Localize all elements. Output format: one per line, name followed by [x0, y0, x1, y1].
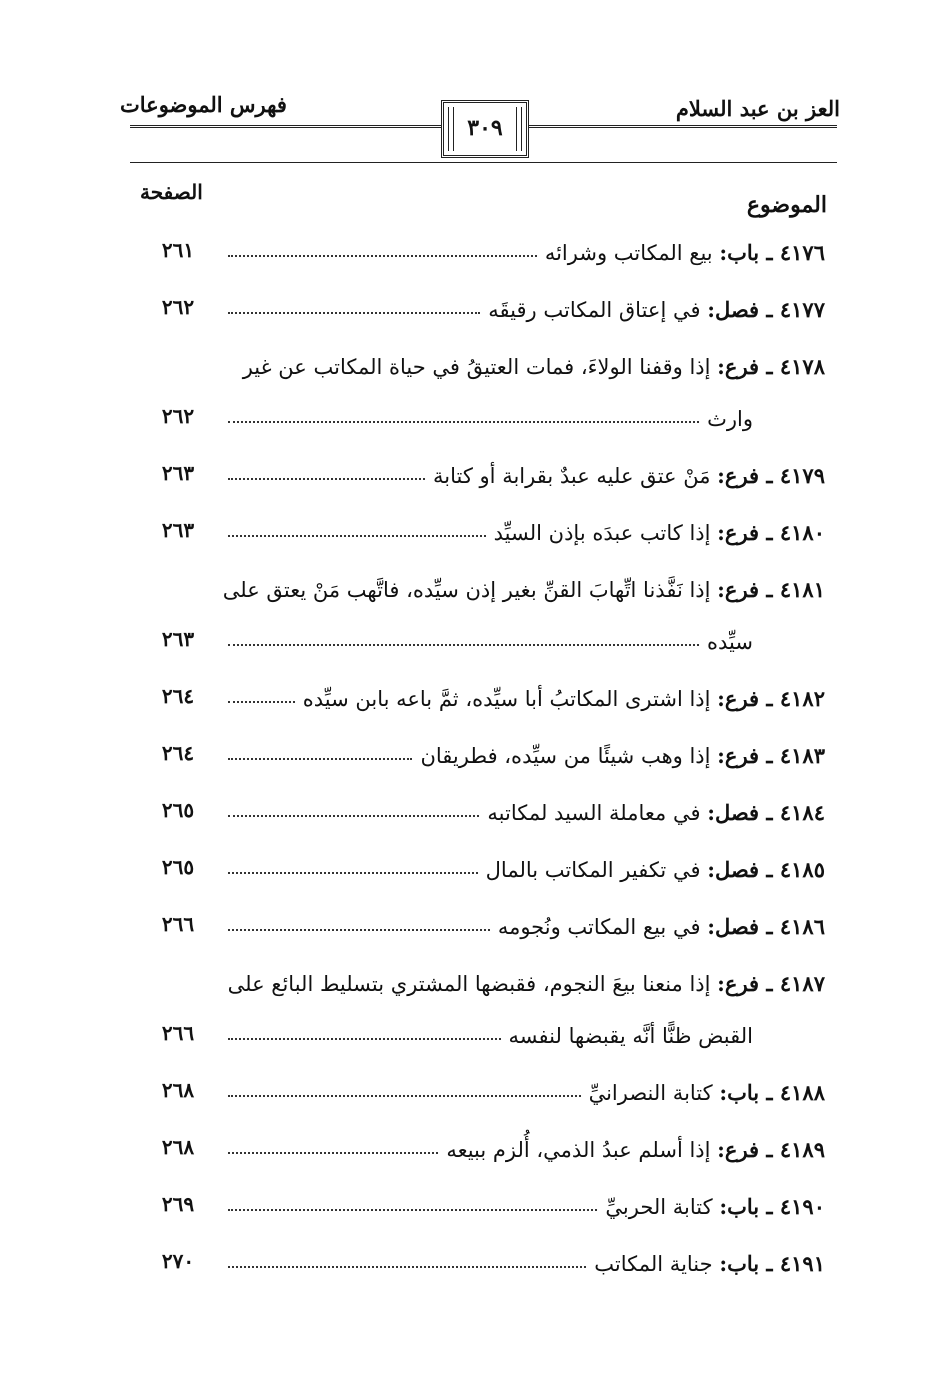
entry-dash: ـ — [759, 520, 780, 545]
entry-kind: باب: — [719, 1194, 760, 1219]
entry-page-number: ٢٦٣ — [161, 461, 195, 485]
column-title-topic: الموضوع — [746, 192, 827, 218]
toc-entry — [220, 463, 825, 489]
entry-kind: فرع: — [717, 971, 760, 996]
entry-title: في تكفير المكاتب بالمال — [485, 858, 701, 882]
header-bottom-rule — [130, 162, 837, 163]
toc-entry-line — [220, 1137, 825, 1163]
toc-entry — [220, 240, 825, 266]
dot-leader — [228, 1038, 501, 1040]
entry-kind: فرع: — [717, 743, 760, 768]
entry-kind: فصل: — [707, 297, 760, 322]
entry-kind: فصل: — [707, 800, 760, 825]
entry-dash: ـ — [759, 297, 780, 322]
dot-leader — [228, 815, 479, 817]
toc-entry-line — [220, 1024, 825, 1049]
entry-page-number: ٢٦٤ — [161, 684, 195, 708]
dot-leader — [228, 312, 480, 314]
entry-page-number: ٢٦٣ — [161, 627, 195, 651]
entry-number: ٤١٨٩ — [779, 1137, 825, 1162]
toc-entry — [220, 857, 825, 883]
entry-dash: ـ — [759, 577, 780, 602]
entry-number: ٤١٧٩ — [779, 463, 825, 488]
entry-dash: ـ — [759, 971, 780, 996]
entry-kind: فصل: — [707, 914, 760, 939]
entry-kind: فرع: — [717, 686, 760, 711]
entry-kind: فرع: — [717, 1137, 760, 1162]
entry-dash: ـ — [759, 743, 780, 768]
toc-entry — [220, 1137, 825, 1163]
entry-page-number: ٢٦٩ — [161, 1192, 195, 1216]
entry-title: إذا منعنا بيعَ النجوم، فقبضها المشتري بتسليط البائع على — [227, 972, 711, 996]
toc-entry — [220, 1251, 825, 1277]
dot-leader — [228, 255, 537, 257]
dot-leader — [228, 644, 699, 646]
dot-leader — [228, 701, 295, 703]
entry-dash: ـ — [759, 463, 780, 488]
entry-page-number: ٢٧٠ — [161, 1249, 195, 1273]
dot-leader — [228, 758, 412, 760]
entry-page-number: ٢٦٥ — [161, 855, 195, 879]
toc-entry-line — [220, 463, 825, 489]
entry-number: ٤١٨١ — [779, 577, 825, 602]
entry-title: سيِّده — [707, 630, 753, 655]
entry-title: كتابة الحربيِّ — [605, 1195, 713, 1219]
entry-kind: فرع: — [717, 520, 760, 545]
entry-number: ٤١٩١ — [779, 1251, 825, 1276]
dot-leader — [228, 1209, 597, 1211]
entry-kind: باب: — [719, 1080, 760, 1105]
entry-number: ٤١٧٧ — [779, 297, 825, 322]
toc-entry-line — [220, 577, 825, 603]
toc-entry — [220, 577, 825, 655]
entry-page-number: ٢٦٢ — [161, 295, 195, 319]
toc-entry-line — [220, 354, 825, 380]
dot-leader — [228, 1266, 586, 1268]
toc-entry-line — [220, 800, 825, 826]
entry-title: إذا نَفَّذنا اتِّهابَ القنِّ بغير إذن سيِّده، فاتَّهب مَنْ يعتق على — [222, 578, 711, 602]
page-number-frame — [441, 100, 529, 158]
toc-entry-line — [220, 1080, 825, 1106]
entry-dash: ـ — [759, 1137, 780, 1162]
dot-leader — [228, 1152, 438, 1154]
entry-title: جناية المكاتب — [594, 1252, 713, 1276]
entry-dash: ـ — [759, 354, 780, 379]
dot-leader — [228, 535, 486, 537]
toc-entry-line — [220, 1194, 825, 1220]
entry-dash: ـ — [759, 1194, 780, 1219]
entry-number: ٤١٧٨ — [779, 354, 825, 379]
entry-dash: ـ — [759, 686, 780, 711]
entry-title: إذا كاتب عبدَه بإذن السيِّد — [493, 521, 711, 545]
toc-entry-line — [220, 743, 825, 769]
toc-entry — [220, 743, 825, 769]
entry-page-number: ٢٦٨ — [161, 1078, 195, 1102]
entry-dash: ـ — [759, 1080, 780, 1105]
toc-entry — [220, 914, 825, 940]
entry-title: في بيع المكاتب ونُجومه — [497, 915, 701, 939]
entry-dash: ـ — [759, 857, 780, 882]
entry-kind: فرع: — [717, 354, 760, 379]
toc-entry — [220, 800, 825, 826]
entry-title: إذا اشترى المكاتبُ أبا سيِّده، ثمَّ باعه بابن سيِّده — [302, 687, 711, 711]
toc-entry-line — [220, 520, 825, 546]
entry-title: إذا وهب شيئًا من سيِّده، فطريقان — [420, 744, 711, 768]
dot-leader — [228, 872, 478, 874]
entry-number: ٤١٨٢ — [779, 686, 825, 711]
toc-entry-line — [220, 914, 825, 940]
entry-title: القبض ظنًّا أنَّه يقبضها لنفسه — [508, 1024, 753, 1049]
entry-kind: فرع: — [717, 463, 760, 488]
entry-kind: باب: — [719, 240, 760, 265]
toc-entry-line — [220, 971, 825, 997]
toc-entry — [220, 297, 825, 323]
page-number: ٣٠٩ — [467, 115, 503, 141]
entry-page-number: ٢٦٥ — [161, 798, 195, 822]
entry-title: مَنْ عتق عليه عبدٌ بقرابة أو كتابة — [433, 464, 711, 488]
entry-title: وارث — [707, 407, 753, 432]
entry-title: إذا وقفنا الولاءَ، فمات العتيقُ في حياة المكاتب عن غير — [242, 355, 711, 379]
entry-number: ٤١٨٦ — [779, 914, 825, 939]
dot-leader — [228, 929, 490, 931]
entry-kind: فصل: — [707, 857, 760, 882]
entry-page-number: ٢٦٢ — [161, 404, 195, 428]
entry-dash: ـ — [759, 240, 780, 265]
entry-number: ٤١٩٠ — [779, 1194, 825, 1219]
entry-page-number: ٢٦٣ — [161, 518, 195, 542]
column-title-page: الصفحة — [140, 180, 203, 204]
toc-entry-line — [220, 240, 825, 266]
toc-entry — [220, 686, 825, 712]
entry-number: ٤١٧٦ — [779, 240, 825, 265]
dot-leader — [228, 1095, 581, 1097]
toc-entry — [220, 520, 825, 546]
entry-number: ٤١٨٠ — [779, 520, 825, 545]
toc-entry — [220, 354, 825, 432]
entry-kind: باب: — [719, 1251, 760, 1276]
entry-page-number: ٢٦١ — [161, 238, 195, 262]
entry-dash: ـ — [759, 800, 780, 825]
entry-number: ٤١٨٥ — [779, 857, 825, 882]
entry-dash: ـ — [759, 1251, 780, 1276]
toc-entry — [220, 1080, 825, 1106]
entry-dash: ـ — [759, 914, 780, 939]
entry-number: ٤١٨٨ — [779, 1080, 825, 1105]
toc-entry — [220, 971, 825, 1049]
entry-page-number: ٢٦٦ — [161, 1021, 195, 1045]
entry-title: بيع المكاتب وشرائه — [544, 241, 713, 265]
entry-number: ٤١٨٣ — [779, 743, 825, 768]
entry-kind: فرع: — [717, 577, 760, 602]
entry-title: كتابة النصرانيِّ — [588, 1081, 713, 1105]
toc-entry-line — [220, 686, 825, 712]
toc-entry-line — [220, 857, 825, 883]
dot-leader — [228, 421, 699, 423]
entry-page-number: ٢٦٤ — [161, 741, 195, 765]
toc-entry-line — [220, 407, 825, 432]
entry-page-number: ٢٦٦ — [161, 912, 195, 936]
entry-title: في إعتاق المكاتب رقيقَه — [488, 298, 701, 322]
entry-number: ٤١٨٤ — [779, 800, 825, 825]
running-header-section: فهرس الموضوعات — [120, 92, 287, 117]
toc-entry-line — [220, 630, 825, 655]
entry-title: إذا أسلم عبدُ الذمي، أُلزم ببيعه — [446, 1138, 711, 1162]
entry-number: ٤١٨٧ — [779, 971, 825, 996]
entry-page-number: ٢٦٨ — [161, 1135, 195, 1159]
running-header-author: العز بن عبد السلام — [675, 96, 840, 121]
toc-entry-line — [220, 297, 825, 323]
dot-leader — [228, 478, 425, 480]
toc-entry-line — [220, 1251, 825, 1277]
toc-entry — [220, 1194, 825, 1220]
entry-title: في معاملة السيد لمكاتبه — [487, 801, 701, 825]
